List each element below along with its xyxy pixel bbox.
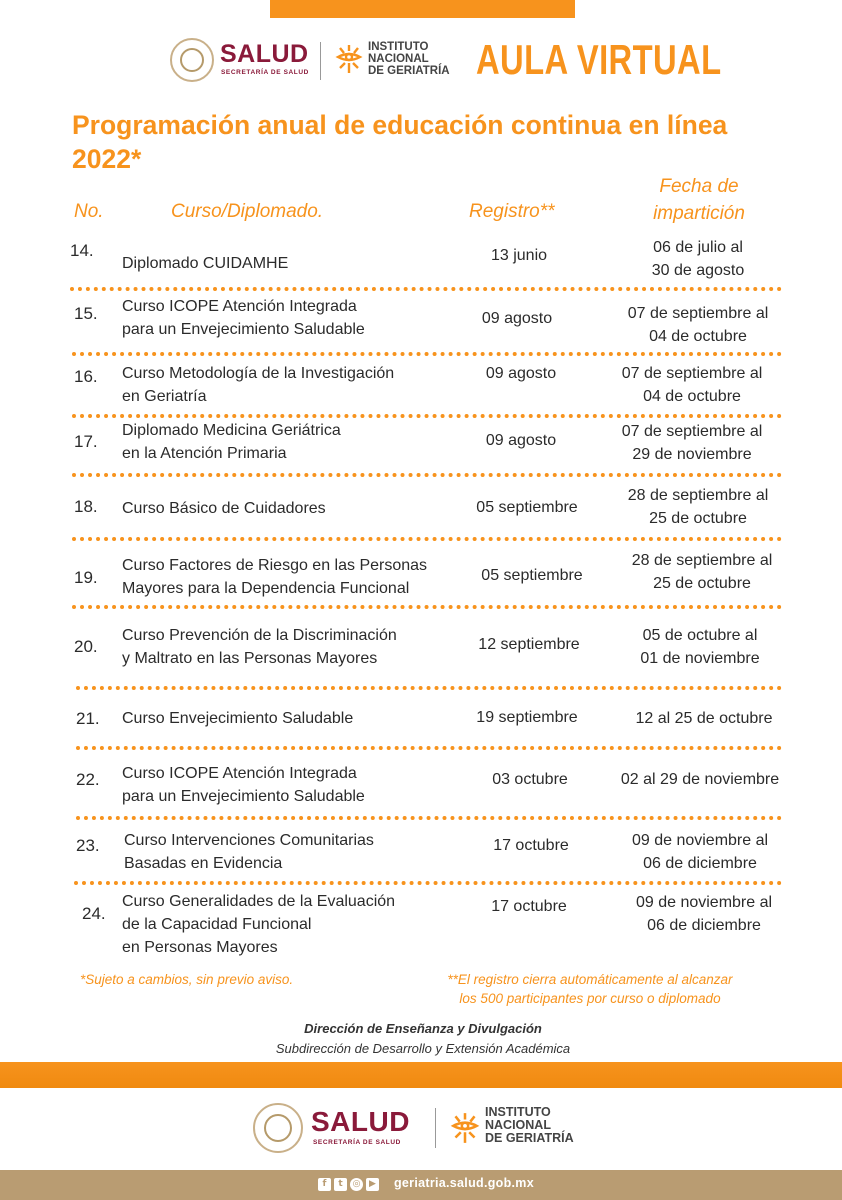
column-header-fecha-line: Fecha de	[659, 176, 739, 197]
column-header-curso: Curso/Diplomado.	[171, 201, 324, 222]
row-course-line: Curso Factores de Riesgo en las Personas	[122, 557, 428, 574]
institute-line: DE GERIATRÍA	[485, 1131, 574, 1145]
institute-line: NACIONAL	[485, 1118, 551, 1132]
row-number: 18.	[74, 497, 98, 516]
column-header-registro: Registro**	[469, 201, 555, 222]
subdireccion-label: Subdirección de Desarrollo y Extensión Académica	[275, 1041, 571, 1056]
row-fecha	[592, 420, 792, 466]
row-course-line: en Personas Mayores	[122, 939, 278, 956]
row-fecha	[604, 707, 804, 730]
row-fecha-line: 06 de diciembre	[647, 917, 761, 934]
row-fecha-line: 05 de octubre al	[642, 627, 758, 644]
institute-line: INSTITUTO	[368, 41, 429, 53]
row-course-line: Mayores para la Dependencia Funcional	[122, 580, 410, 597]
row-registro: 17 octubre	[491, 898, 567, 915]
row-course-line: Curso Prevención de la Discriminación	[122, 627, 397, 644]
row-number: 23.	[76, 836, 100, 855]
row-course-line: Curso Generalidades de la Evaluación	[122, 893, 396, 910]
row-registro: 12 septiembre	[478, 636, 580, 653]
row-fecha-line: 06 de diciembre	[643, 855, 757, 872]
row-fecha-line: 04 de octubre	[649, 328, 747, 345]
column-header-fecha	[634, 173, 764, 227]
row-course	[124, 829, 374, 875]
header-logos	[170, 36, 722, 86]
note-registration	[410, 970, 770, 1008]
row-divider	[76, 746, 782, 750]
row-divider	[74, 881, 782, 885]
row-fecha-line: 07 de septiembre al	[621, 365, 763, 382]
row-fecha-line: 30 de agosto	[651, 262, 745, 279]
logo-divider	[320, 42, 321, 80]
salud-logo-text: SALUD	[311, 1106, 410, 1137]
salud-logo-text: SALUD	[220, 40, 309, 68]
row-course-line: Curso ICOPE Atención Integrada	[122, 765, 357, 782]
row-registro: 19 septiembre	[476, 709, 578, 726]
row-course-line: de la Capacidad Funcional	[122, 916, 312, 933]
institute-name	[368, 41, 450, 77]
row-fecha-line: 01 de noviembre	[640, 650, 760, 667]
logo-divider	[435, 1108, 436, 1148]
row-course	[122, 419, 341, 465]
row-fecha-line: 25 de octubre	[649, 510, 747, 527]
row-course-line: Diplomado Medicina Geriátrica	[122, 422, 341, 439]
row-registro: 03 octubre	[492, 771, 568, 788]
row-fecha-line: 12 al 25 de octubre	[635, 710, 773, 727]
row-fecha	[598, 484, 798, 530]
aula-virtual-title: AULA VIRTUAL	[476, 36, 722, 83]
row-fecha-line: 09 de noviembre al	[635, 894, 773, 911]
row-number: 21.	[76, 709, 100, 728]
row-fecha-line: 06 de julio al	[653, 239, 743, 256]
row-course	[122, 252, 288, 275]
row-fecha-line: 04 de octubre	[643, 388, 741, 405]
geriatria-logo-icon	[334, 42, 364, 76]
row-divider	[72, 605, 782, 609]
row-fecha-line: 29 de noviembre	[632, 446, 752, 463]
row-registro: 05 septiembre	[481, 567, 583, 584]
website-link[interactable]: geriatria.salud.gob.mx	[394, 1176, 534, 1190]
row-course-line: para un Envejecimiento Saludable	[122, 321, 365, 338]
footer-logos	[253, 1100, 613, 1156]
row-course	[122, 762, 365, 808]
row-registro: 13 junio	[490, 247, 548, 264]
row-course-line: Curso Envejecimiento Saludable	[122, 710, 354, 727]
twitter-icon[interactable]: t	[334, 1178, 347, 1191]
row-course	[122, 497, 326, 520]
row-course-line: en Geriatría	[122, 388, 207, 405]
salud-logo-subtitle: SECRETARÍA DE SALUD	[313, 1139, 401, 1146]
row-fecha-line: 02 al 29 de noviembre	[620, 771, 780, 788]
row-fecha	[604, 891, 804, 937]
column-header-no: No.	[74, 201, 104, 222]
row-fecha-line: 28 de septiembre al	[627, 487, 769, 504]
row-fecha	[600, 829, 800, 875]
row-fecha	[600, 768, 800, 791]
row-course-line: Diplomado CUIDAMHE	[122, 255, 289, 272]
row-fecha-line: 25 de octubre	[653, 575, 751, 592]
row-number: 24.	[82, 904, 106, 923]
row-number: 16.	[74, 367, 98, 386]
row-divider	[72, 352, 782, 356]
row-fecha	[602, 549, 802, 595]
mexico-seal-icon	[170, 38, 214, 82]
youtube-icon[interactable]: ▶	[366, 1178, 379, 1191]
row-fecha-line: 07 de septiembre al	[627, 305, 769, 322]
facebook-icon[interactable]: f	[318, 1178, 331, 1191]
row-course-line: en la Atención Primaria	[122, 445, 287, 462]
row-registro: 17 octubre	[493, 837, 569, 854]
row-course	[122, 624, 397, 670]
page-title: Programación anual de educación continua en línea 2022*	[72, 110, 728, 174]
row-divider	[76, 686, 782, 690]
row-divider	[70, 287, 782, 291]
row-fecha	[592, 362, 792, 408]
institute-line: NACIONAL	[368, 53, 429, 65]
row-fecha	[598, 302, 798, 348]
row-number: 14.	[70, 241, 94, 260]
row-course-line: Curso Metodología de la Investigación	[122, 365, 395, 382]
note-registration-line: los 500 participantes por curso o diplomado	[459, 991, 721, 1006]
row-course-line: para un Envejecimiento Saludable	[122, 788, 365, 805]
direccion-label: Dirección de Enseñanza y Divulgación	[304, 1021, 542, 1036]
salud-logo-subtitle: SECRETARÍA DE SALUD	[221, 69, 309, 76]
row-number: 17.	[74, 432, 98, 451]
row-fecha-line: 09 de noviembre al	[631, 832, 769, 849]
row-divider	[76, 816, 782, 820]
note-disclaimer: *Sujeto a cambios, sin previo aviso.	[80, 972, 294, 987]
row-registro: 09 agosto	[485, 365, 557, 382]
row-number: 22.	[76, 770, 100, 789]
row-course-line: Curso Intervenciones Comunitarias	[124, 832, 374, 849]
institute-name	[485, 1106, 574, 1145]
row-divider	[72, 537, 782, 541]
institute-line: DE GERIATRÍA	[368, 65, 450, 77]
row-registro: 09 agosto	[481, 310, 553, 327]
row-number: 20.	[74, 637, 98, 656]
row-fecha	[598, 236, 798, 282]
row-number: 19.	[74, 568, 98, 587]
row-course	[122, 554, 427, 600]
social-links	[318, 1178, 379, 1191]
footer-orange-band	[0, 1062, 842, 1088]
row-fecha-line: 07 de septiembre al	[621, 423, 763, 440]
column-header-fecha-line: impartición	[653, 203, 745, 224]
row-fecha	[600, 624, 800, 670]
row-course	[122, 890, 395, 959]
row-fecha-line: 28 de septiembre al	[631, 552, 773, 569]
mexico-seal-icon	[253, 1103, 303, 1153]
note-registration-line: **El registro cierra automáticamente al alcanzar	[447, 972, 733, 987]
instagram-icon[interactable]: ◎	[350, 1178, 363, 1191]
row-course-line: Curso Básico de Cuidadores	[122, 500, 326, 517]
row-course-line: Basadas en Evidencia	[124, 855, 283, 872]
row-course	[122, 707, 353, 730]
row-divider	[72, 414, 782, 418]
row-registro: 05 septiembre	[476, 499, 578, 516]
row-course-line: Curso ICOPE Atención Integrada	[122, 298, 357, 315]
top-accent-bar	[270, 0, 575, 18]
row-course-line: y Maltrato en las Personas Mayores	[122, 650, 378, 667]
row-divider	[72, 473, 782, 477]
row-course	[122, 295, 365, 341]
row-registro: 09 agosto	[485, 432, 557, 449]
row-number: 15.	[74, 304, 98, 323]
geriatria-logo-icon	[449, 1110, 481, 1146]
institute-line: INSTITUTO	[485, 1105, 551, 1119]
row-course	[122, 362, 394, 408]
